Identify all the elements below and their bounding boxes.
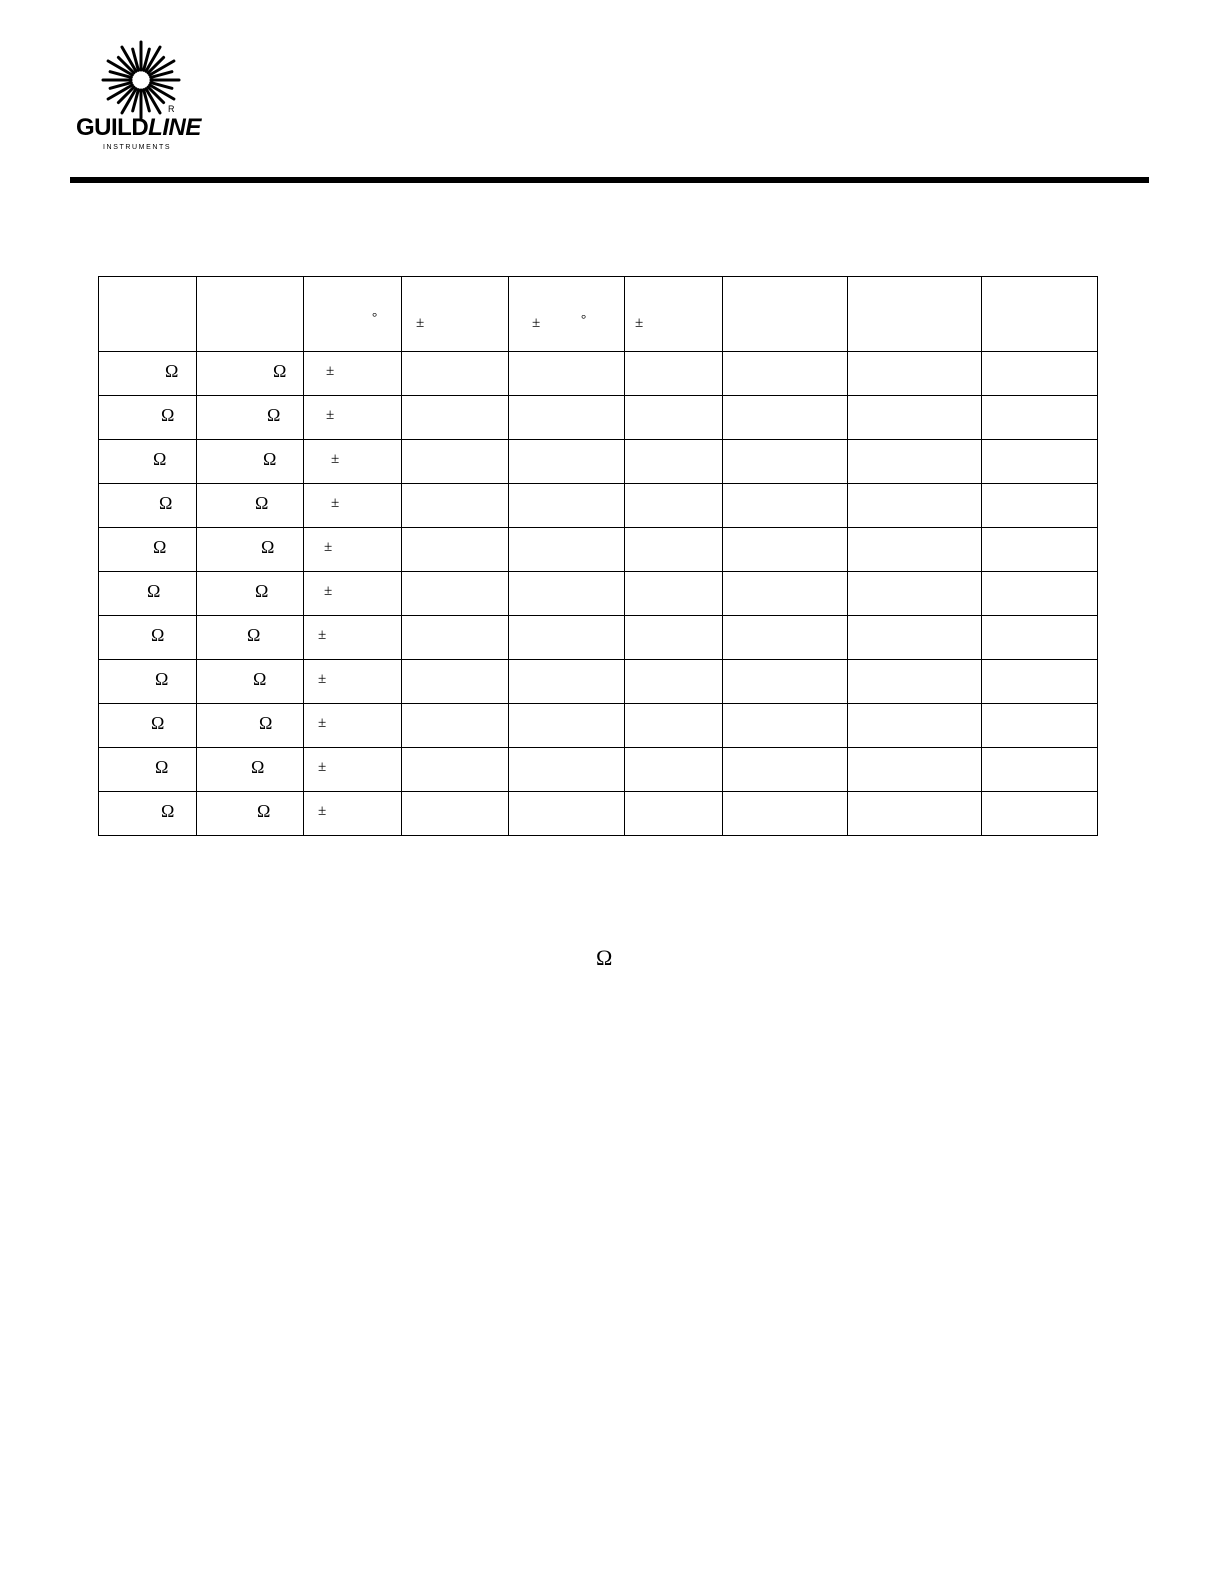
plus-minus-symbol: ±: [635, 315, 644, 331]
degree-symbol: °: [581, 311, 587, 326]
table-cell: [625, 528, 723, 572]
table-cell: [848, 792, 982, 836]
table-row: [99, 440, 1098, 484]
table-cell: [625, 352, 723, 396]
omega-symbol: Ω: [267, 405, 281, 425]
table-cell: [723, 484, 848, 528]
table-cell: [848, 352, 982, 396]
plus-minus-symbol: ±: [324, 583, 333, 599]
table-cell: [723, 704, 848, 748]
table-cell: [982, 528, 1098, 572]
header-cell: [304, 277, 402, 352]
logo-wordmark: GUILDLINE: [76, 114, 201, 141]
omega-symbol: Ω: [255, 581, 269, 601]
table-cell: [848, 572, 982, 616]
table-cell: [625, 484, 723, 528]
plus-minus-symbol: ±: [318, 759, 327, 775]
table-cell: [99, 748, 197, 792]
table-cell: [99, 440, 197, 484]
table-cell: [197, 352, 304, 396]
table-cell: [509, 528, 625, 572]
table-cell: [982, 396, 1098, 440]
table-cell: [982, 704, 1098, 748]
table-cell: [304, 396, 402, 440]
table-cell: [402, 396, 509, 440]
table-cell: [99, 792, 197, 836]
omega-symbol: Ω: [147, 581, 161, 601]
table-cell: [625, 748, 723, 792]
omega-symbol: Ω: [251, 757, 265, 777]
table-cell: [982, 572, 1098, 616]
table-cell: [625, 396, 723, 440]
table-cell: [304, 660, 402, 704]
table-cell: [982, 748, 1098, 792]
table-row: [99, 704, 1098, 748]
table-cell: [304, 572, 402, 616]
table-cell: [848, 616, 982, 660]
header-cell: [99, 277, 197, 352]
plus-minus-symbol: ±: [318, 715, 327, 731]
table-cell: [197, 660, 304, 704]
table-cell: [197, 616, 304, 660]
spec-table: [98, 276, 1098, 836]
table-cell: [509, 660, 625, 704]
table-cell: [509, 572, 625, 616]
table-cell: [625, 792, 723, 836]
table-cell: [625, 440, 723, 484]
table-cell: [723, 440, 848, 484]
table-cell: [99, 572, 197, 616]
table-cell: [509, 616, 625, 660]
table-cell: [304, 704, 402, 748]
omega-symbol: Ω: [255, 493, 269, 513]
table-cell: [509, 484, 625, 528]
registered-mark: R: [168, 104, 175, 114]
table-cell: [982, 792, 1098, 836]
table-cell: [197, 704, 304, 748]
table-cell: [509, 352, 625, 396]
table-cell: [848, 660, 982, 704]
header-cell: [509, 277, 625, 352]
table-cell: [509, 792, 625, 836]
omega-symbol: Ω: [261, 537, 275, 557]
plus-minus-symbol: ±: [318, 803, 327, 819]
table-cell: [99, 528, 197, 572]
table-cell: [625, 616, 723, 660]
table-cell: [982, 440, 1098, 484]
table-cell: [848, 440, 982, 484]
table-cell: [304, 616, 402, 660]
header-cell: [625, 277, 723, 352]
table-cell: [625, 704, 723, 748]
table-cell: [848, 704, 982, 748]
footnote-omega: Ω: [596, 945, 613, 970]
table-row: [99, 792, 1098, 836]
logo-subtitle: INSTRUMENTS: [103, 144, 172, 151]
table-cell: [402, 616, 509, 660]
table-cell: [197, 572, 304, 616]
table-cell: [982, 660, 1098, 704]
table-cell: [625, 572, 723, 616]
omega-symbol: Ω: [253, 669, 267, 689]
table-row: [99, 616, 1098, 660]
table-row: [99, 528, 1098, 572]
table-cell: [197, 528, 304, 572]
table-cell: [304, 352, 402, 396]
plus-minus-symbol: ±: [331, 451, 340, 467]
plus-minus-symbol: ±: [532, 315, 541, 331]
plus-minus-symbol: ±: [326, 407, 335, 423]
omega-symbol: Ω: [263, 449, 277, 469]
table-cell: [304, 440, 402, 484]
omega-symbol: Ω: [161, 405, 175, 425]
table-cell: [848, 528, 982, 572]
table-cell: [723, 792, 848, 836]
degree-symbol: °: [372, 309, 378, 324]
header-rule: [70, 177, 1149, 183]
table-cell: [402, 792, 509, 836]
table-cell: [402, 484, 509, 528]
plus-minus-symbol: ±: [416, 315, 425, 331]
table-cell: [848, 748, 982, 792]
table-row: [99, 660, 1098, 704]
table-row: [99, 352, 1098, 396]
table-cell: [848, 484, 982, 528]
table-cell: [402, 528, 509, 572]
table-cell: [723, 748, 848, 792]
table-cell: [509, 396, 625, 440]
header-cell: [402, 277, 509, 352]
starburst-icon: [76, 40, 206, 120]
table-cell: [197, 396, 304, 440]
omega-symbol: Ω: [259, 713, 273, 733]
omega-symbol: Ω: [153, 537, 167, 557]
table-cell: [402, 352, 509, 396]
table-cell: [99, 484, 197, 528]
table-cell: [402, 572, 509, 616]
table-cell: [197, 748, 304, 792]
table-cell: [304, 792, 402, 836]
table-cell: [304, 528, 402, 572]
header-cell: [723, 277, 848, 352]
table-cell: [197, 792, 304, 836]
table-cell: [402, 748, 509, 792]
omega-symbol: Ω: [247, 625, 261, 645]
omega-symbol: Ω: [165, 361, 179, 381]
table-row: [99, 484, 1098, 528]
table-cell: [848, 396, 982, 440]
table-cell: [723, 660, 848, 704]
table-row: [99, 396, 1098, 440]
plus-minus-symbol: ±: [318, 627, 327, 643]
table-cell: [509, 440, 625, 484]
omega-symbol: Ω: [151, 625, 165, 645]
table-cell: [99, 704, 197, 748]
plus-minus-symbol: ±: [331, 495, 340, 511]
table-cell: [402, 660, 509, 704]
omega-symbol: Ω: [273, 361, 287, 381]
table-cell: [197, 484, 304, 528]
table-cell: [723, 352, 848, 396]
table-cell: [99, 352, 197, 396]
table-cell: [304, 484, 402, 528]
header-cell: [848, 277, 982, 352]
table-cell: [982, 484, 1098, 528]
omega-symbol: Ω: [155, 757, 169, 777]
table-header-row: [99, 277, 1098, 352]
table-cell: [723, 616, 848, 660]
table-cell: [99, 616, 197, 660]
table-cell: [99, 396, 197, 440]
omega-symbol: Ω: [155, 669, 169, 689]
omega-symbol: Ω: [257, 801, 271, 821]
plus-minus-symbol: ±: [324, 539, 333, 555]
table-cell: [402, 440, 509, 484]
table-cell: [509, 748, 625, 792]
omega-symbol: Ω: [151, 713, 165, 733]
table-cell: [197, 440, 304, 484]
table-cell: [723, 528, 848, 572]
table-cell: [509, 704, 625, 748]
plus-minus-symbol: ±: [318, 671, 327, 687]
table-cell: [625, 660, 723, 704]
plus-minus-symbol: ±: [326, 363, 335, 379]
omega-symbol: Ω: [159, 493, 173, 513]
table-cell: [982, 616, 1098, 660]
table-cell: [723, 572, 848, 616]
omega-symbol: Ω: [153, 449, 167, 469]
table-row: [99, 748, 1098, 792]
header-cell: [197, 277, 304, 352]
table-cell: [982, 352, 1098, 396]
omega-symbol: Ω: [161, 801, 175, 821]
table-cell: [304, 748, 402, 792]
table-cell: [723, 396, 848, 440]
table-cell: [99, 660, 197, 704]
table-cell: [402, 704, 509, 748]
header-cell: [982, 277, 1098, 352]
table-row: [99, 572, 1098, 616]
